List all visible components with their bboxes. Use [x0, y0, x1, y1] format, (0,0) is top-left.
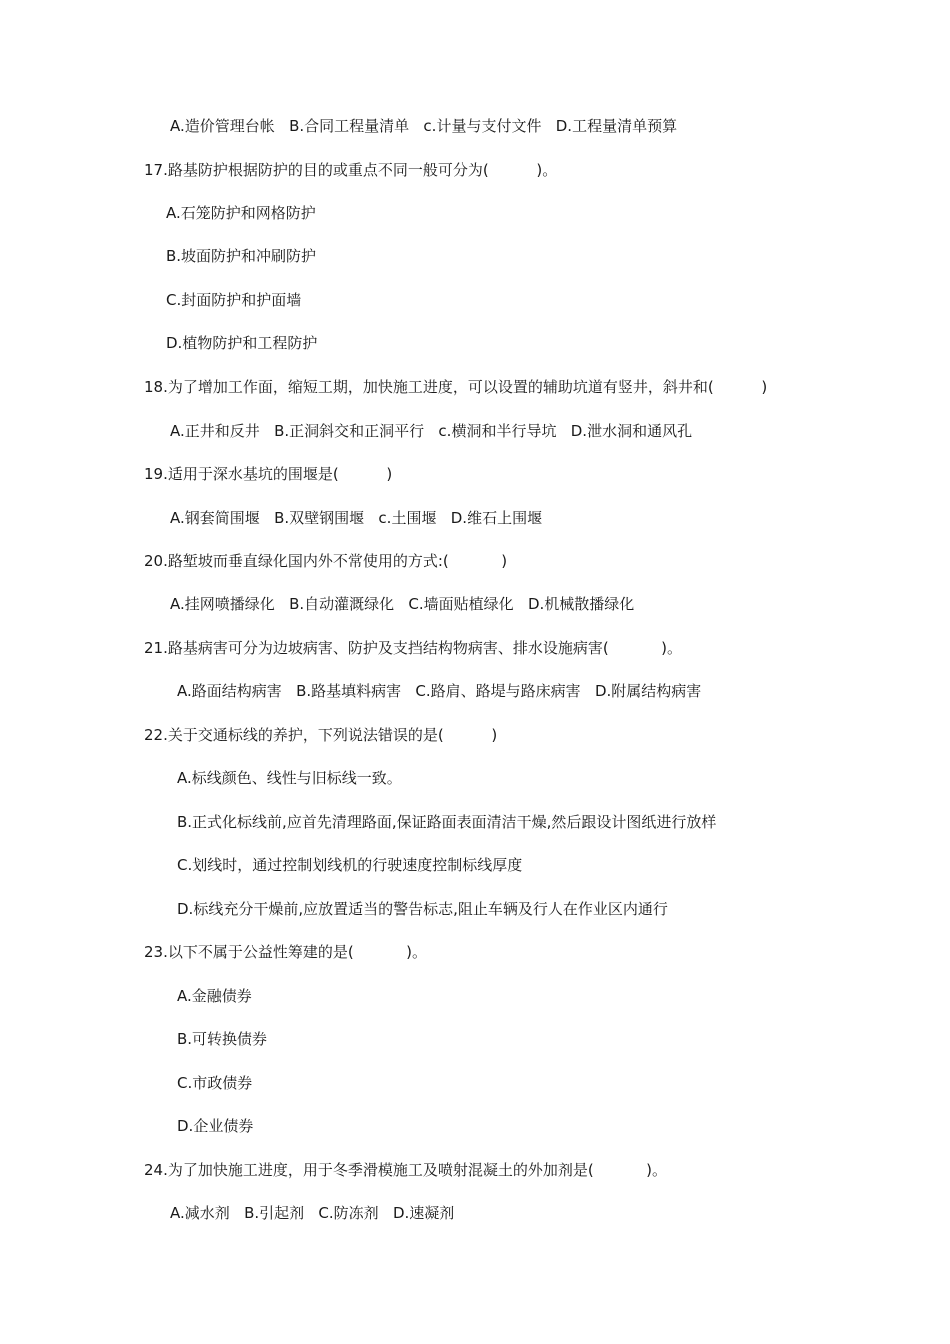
q22-option-c: C.划线时，通过控制划线机的行驶速度控制标线厚度	[177, 856, 523, 874]
q16-options: A.造价管理台帐 B.合同工程量清单 c.计量与支付文件 D.工程量清单预算	[170, 117, 678, 135]
q23-option-a: A.金融债券	[177, 987, 252, 1005]
q22-option-a: A.标线颜色、线性与旧标线一致。	[177, 769, 402, 787]
q22-question: 22.关于交通标线的养护，下列说法错误的是( )	[144, 726, 498, 744]
q18-options: A.正井和反井 B.正洞斜交和正洞平行 c.横洞和半行导坑 D.泄水洞和通风孔	[170, 422, 693, 440]
q19-question: 19.适用于深水基坑的围堰是( )	[144, 465, 393, 483]
q18-question: 18.为了增加工作面，缩短工期，加快施工进度，可以设置的辅助坑道有竖井，斜井和( )	[144, 378, 768, 396]
q23-option-c: C.市政债券	[177, 1074, 253, 1092]
q23-option-d: D.企业债券	[177, 1117, 254, 1135]
q17-question: 17.路基防护根据防护的目的或重点不同一般可分为( )。	[144, 161, 558, 179]
q17-option-d: D.植物防护和工程防护	[166, 334, 318, 352]
q23-option-b: B.可转换债券	[177, 1030, 268, 1048]
q20-question: 20.路堑坡而垂直绿化国内外不常使用的方式:( )	[144, 552, 508, 570]
q17-option-b: B.坡面防护和冲刷防护	[166, 247, 317, 265]
q19-options: A.钢套简围堰 B.双壁钢围堰 c.土围堰 D.维石上围堰	[170, 509, 543, 527]
q22-option-d: D.标线充分干燥前,应放置适当的警告标志,阻止车辆及行人在作业区内通行	[177, 900, 668, 918]
q24-options: A.减水剂 B.引起剂 C.防冻剂 D.速凝剂	[170, 1204, 455, 1222]
q24-question: 24.为了加快施工进度，用于冬季滑模施工及喷射混凝土的外加剂是( )。	[144, 1161, 668, 1179]
q21-question: 21.路基病害可分为边坡病害、防护及支挡结构物病害、排水设施病害( )。	[144, 639, 683, 657]
q22-option-b: B.正式化标线前,应首先清理路面,保证路面表面清洁干燥,然后跟设计图纸进行放样	[177, 813, 717, 831]
q21-options: A.路面结构病害 B.路基填料病害 C.路肩、路堤与路床病害 D.附属结构病害	[177, 682, 702, 700]
q23-question: 23.以下不属于公益性筹建的是( )。	[144, 943, 428, 961]
q17-option-a: A.石笼防护和网格防护	[166, 204, 316, 222]
q17-option-c: C.封面防护和护面墙	[166, 291, 302, 309]
q20-options: A.挂网喷播绿化 B.自动灌溉绿化 C.墙面贴植绿化 D.机械散播绿化	[170, 595, 635, 613]
